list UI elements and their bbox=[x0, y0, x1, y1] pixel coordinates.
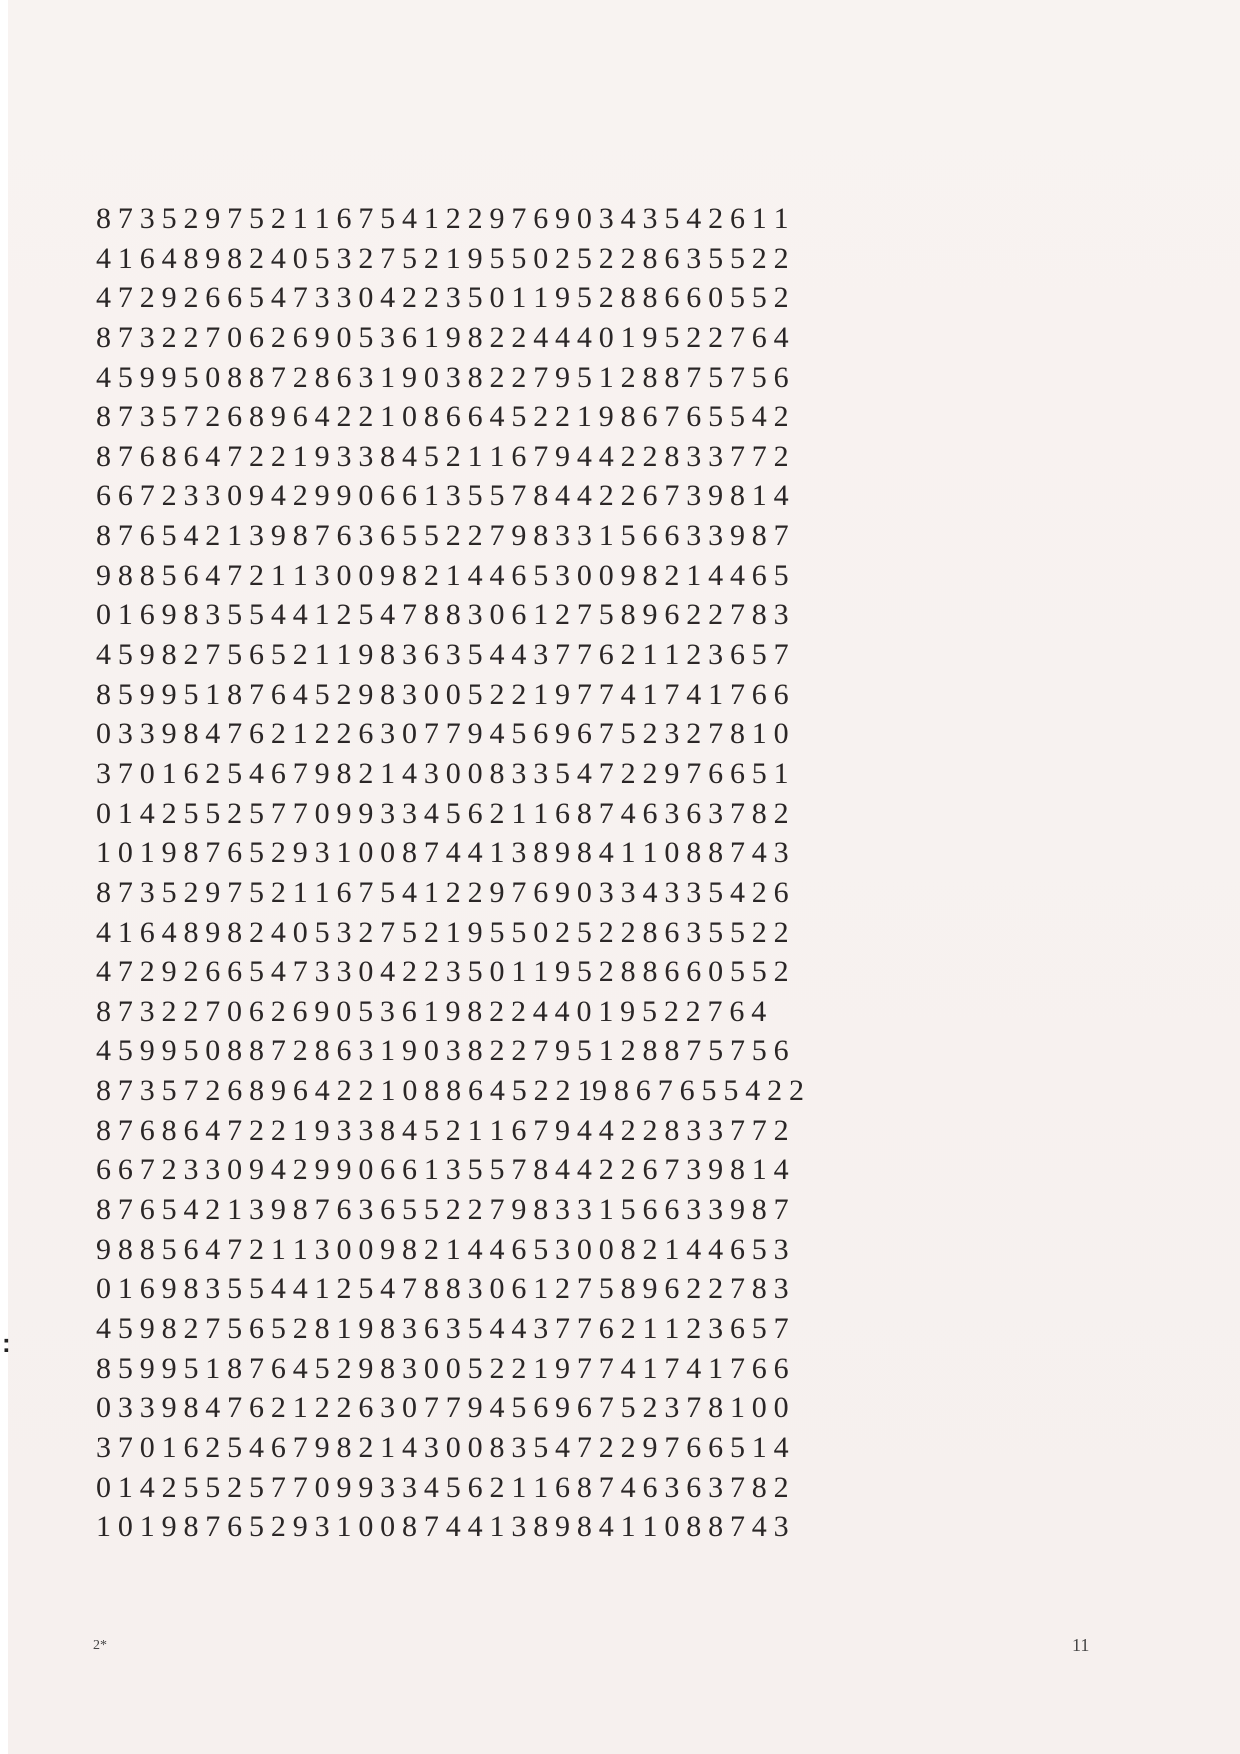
digit-row: 0 3 3 9 8 4 7 6 2 1 2 2 6 3 0 7 7 9 4 5 6 9 6 7 5 2 3 7 8 1 0 0 bbox=[96, 1391, 789, 1425]
digit-row: 3 7 0 1 6 2 5 4 6 7 9 8 2 1 4 3 0 0 8 3 3 5 4 7 2 2 9 7 6 6 5 1 bbox=[96, 756, 789, 790]
digit-row: 9 8 8 5 6 4 7 2 1 1 3 0 0 9 8 2 1 4 4 6 5 3 0 0 9 8 2 1 4 4 6 5 bbox=[96, 558, 789, 592]
digit-row: 8 7 3 5 2 9 7 5 2 1 1 6 7 5 4 1 2 2 9 7 6 9 0 3 3 4 3 3 5 4 2 6 bbox=[96, 875, 789, 909]
digit-row: 8 7 3 2 2 7 0 6 2 6 9 0 5 3 6 1 9 8 2 2 4 4 4 0 1 9 5 2 2 7 6 4 bbox=[96, 320, 789, 354]
page-number: 11 bbox=[1072, 1635, 1090, 1655]
digit-table bbox=[96, 199, 1116, 1547]
digit-row: 4 7 2 9 2 6 6 5 4 7 3 3 0 4 2 2 3 5 0 1 1 9 5 2 8 8 6 6 0 5 5 2 bbox=[96, 955, 789, 989]
digit-row: 6 6 7 2 3 3 0 9 4 2 9 9 0 6 6 1 3 5 5 7 8 4 4 2 2 6 7 3 9 8 1 4 bbox=[96, 479, 789, 513]
digit-row: 1 0 1 9 8 7 6 5 2 9 3 1 0 0 8 7 4 4 1 3 8 9 8 4 1 1 0 8 8 7 4 3 bbox=[96, 836, 789, 870]
digit-row: 1 0 1 9 8 7 6 5 2 9 3 1 0 0 8 7 4 4 1 3 8 9 8 4 1 1 0 8 8 7 4 3 bbox=[96, 1510, 789, 1544]
digit-row: 8 5 9 9 5 1 8 7 6 4 5 2 9 8 3 0 0 5 2 2 1 9 7 7 4 1 7 4 1 7 6 6 bbox=[96, 1351, 789, 1385]
page-edge bbox=[0, 0, 8, 1754]
margin-mark: : bbox=[2, 1328, 11, 1358]
digit-row: 4 5 9 8 2 7 5 6 5 2 8 1 9 8 3 6 3 5 4 4 3 7 7 6 2 1 1 2 3 6 5 7 bbox=[96, 1311, 789, 1345]
digit-row: 6 6 7 2 3 3 0 9 4 2 9 9 0 6 6 1 3 5 5 7 8 4 4 2 2 6 7 3 9 8 1 4 bbox=[96, 1153, 789, 1187]
digit-row: 8 5 9 9 5 1 8 7 6 4 5 2 9 8 3 0 0 5 2 2 1 9 7 7 4 1 7 4 1 7 6 6 bbox=[96, 677, 789, 711]
signature-mark: 2* bbox=[93, 1638, 107, 1653]
digit-row: 0 1 6 9 8 3 5 5 4 4 1 2 5 4 7 8 8 3 0 6 1 2 7 5 8 9 6 2 2 7 8 3 bbox=[96, 1272, 789, 1306]
digit-row: 0 1 6 9 8 3 5 5 4 4 1 2 5 4 7 8 8 3 0 6 1 2 7 5 8 9 6 2 2 7 8 3 bbox=[96, 598, 789, 632]
digit-row: 4 5 9 9 5 0 8 8 7 2 8 6 3 1 9 0 3 8 2 2 7 9 5 1 2 8 8 7 5 7 5 6 bbox=[96, 360, 789, 394]
digit-row: 4 1 6 4 8 9 8 2 4 0 5 3 2 7 5 2 1 9 5 5 0 2 5 2 2 8 6 3 5 5 2 2 bbox=[96, 241, 789, 275]
digit-row: 8 7 6 5 4 2 1 3 9 8 7 6 3 6 5 5 2 2 7 9 8 3 3 1 5 6 6 3 3 9 8 7 bbox=[96, 519, 789, 553]
digit-row: 8 7 3 5 7 2 6 8 9 6 4 2 2 1 0 8 6 6 4 5 2 2 1 9 8 6 7 6 5 5 4 2 bbox=[96, 400, 789, 434]
digit-row: 8 7 3 5 2 9 7 5 2 1 1 6 7 5 4 1 2 2 9 7 6 9 0 3 4 3 5 4 2 6 1 1 bbox=[96, 202, 789, 235]
digit-row: 8 7 3 5 7 2 6 8 9 6 4 2 2 1 0 8 8 6 4 5 2 2 19 8 6 7 6 5 5 4 2 2 bbox=[96, 1074, 804, 1108]
digit-row: 8 7 6 8 6 4 7 2 2 1 9 3 3 8 4 5 2 1 1 6 7 9 4 4 2 2 8 3 3 7 7 2 bbox=[96, 439, 789, 473]
digit-row: 4 5 9 9 5 0 8 8 7 2 8 6 3 1 9 0 3 8 2 2 7 9 5 1 2 8 8 7 5 7 5 6 bbox=[96, 1034, 789, 1068]
digit-row: 0 3 3 9 8 4 7 6 2 1 2 2 6 3 0 7 7 9 4 5 6 9 6 7 5 2 3 2 7 8 1 0 bbox=[96, 717, 789, 751]
digit-row: 8 7 3 2 2 7 0 6 2 6 9 0 5 3 6 1 9 8 2 2 4 4 0 1 9 5 2 2 7 6 4 bbox=[96, 994, 766, 1028]
digit-row: 0 1 4 2 5 5 2 5 7 7 0 9 9 3 3 4 5 6 2 1 1 6 8 7 4 6 3 6 3 7 8 2 bbox=[96, 796, 789, 830]
digit-row: 0 1 4 2 5 5 2 5 7 7 0 9 9 3 3 4 5 6 2 1 1 6 8 7 4 6 3 6 3 7 8 2 bbox=[96, 1470, 789, 1504]
digit-row: 8 7 6 8 6 4 7 2 2 1 9 3 3 8 4 5 2 1 1 6 7 9 4 4 2 2 8 3 3 7 7 2 bbox=[96, 1113, 789, 1147]
digit-row: 4 7 2 9 2 6 6 5 4 7 3 3 0 4 2 2 3 5 0 1 1 9 5 2 8 8 6 6 0 5 5 2 bbox=[96, 281, 789, 315]
digit-row: 3 7 0 1 6 2 5 4 6 7 9 8 2 1 4 3 0 0 8 3 5 4 7 2 2 9 7 6 6 5 1 4 bbox=[96, 1430, 789, 1464]
digit-row: 4 1 6 4 8 9 8 2 4 0 5 3 2 7 5 2 1 9 5 5 0 2 5 2 2 8 6 3 5 5 2 2 bbox=[96, 915, 789, 949]
digit-row: 9 8 8 5 6 4 7 2 1 1 3 0 0 9 8 2 1 4 4 6 5 3 0 0 8 2 1 4 4 6 5 3 bbox=[96, 1232, 789, 1266]
digit-row: 8 7 6 5 4 2 1 3 9 8 7 6 3 6 5 5 2 2 7 9 8 3 3 1 5 6 6 3 3 9 8 7 bbox=[96, 1193, 789, 1227]
digit-row: 4 5 9 8 2 7 5 6 5 2 1 1 9 8 3 6 3 5 4 4 3 7 7 6 2 1 1 2 3 6 5 7 bbox=[96, 638, 789, 672]
